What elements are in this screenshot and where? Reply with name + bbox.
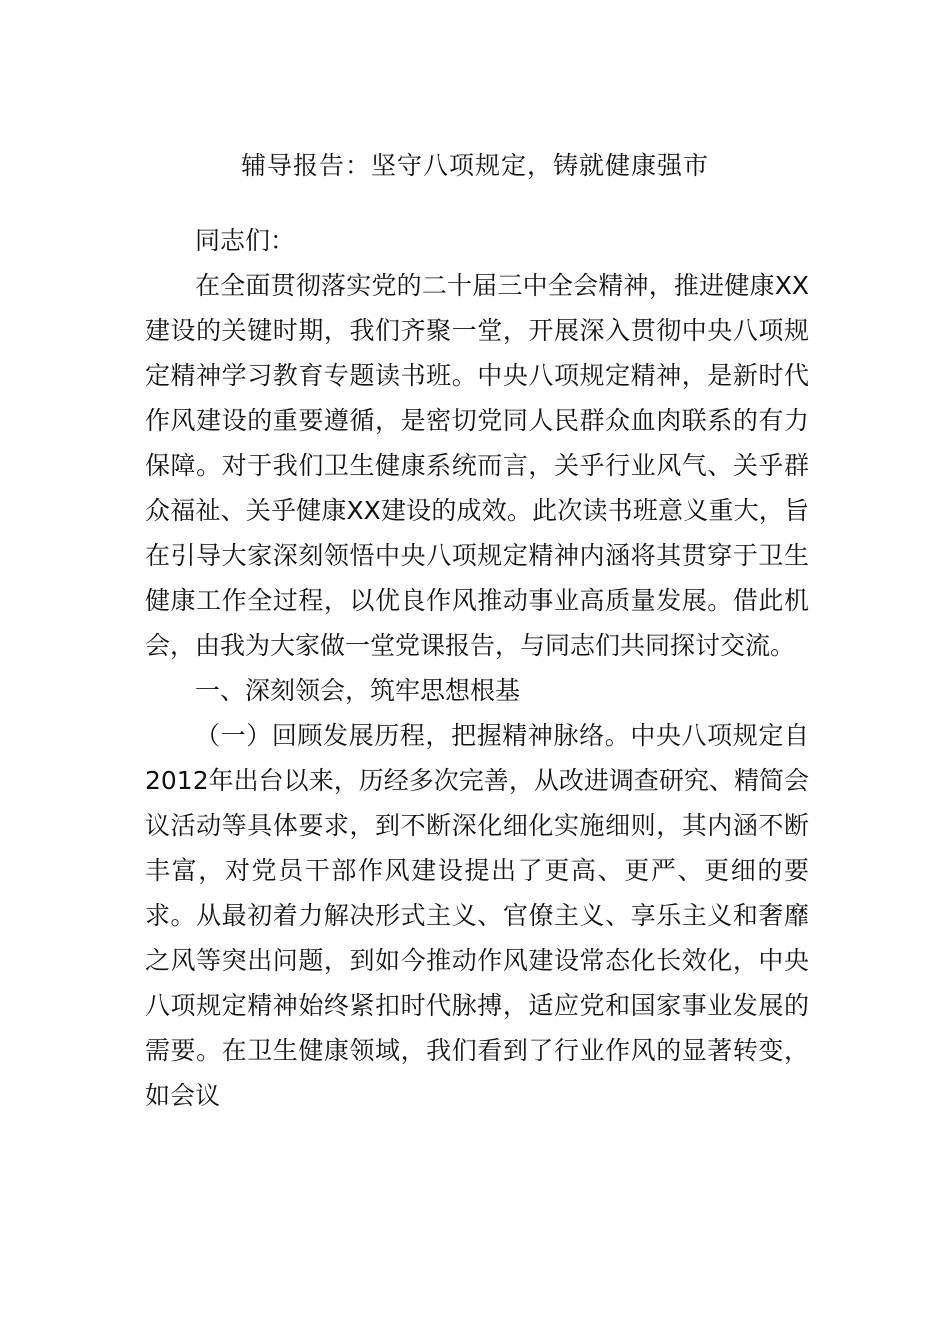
document-title: 辅导报告：坚守八项规定，铸就健康强市 <box>240 151 709 180</box>
salutation-paragraph: 同志们： <box>195 226 296 255</box>
document-body <box>145 218 809 1118</box>
intro-paragraph: 在全面贯彻落实党的二十届三中全会精神，推进健康XX建设的关键时期，我们齐聚一堂，开展深入贯彻中央八项规定精神学习教育专题读书班。中央八项规定精神，是新时代作风建设的重要遵循，是密切党同人民群众血肉联系的有力保障。对于我们卫生健康系统而言，关乎行业风气、关乎群众福祉、关乎健康XX建设的成效。此次读书班意义重大，旨在引导大家深刻领悟中央八项规定精神内涵将其贯穿于卫生健康工作全过程，以优良作风推动事业高质量发展。借此机会，由我为大家做一堂党课报告，与同志们共同探讨交流。 <box>145 271 809 660</box>
subsection-paragraph: （一）回顾发展历程，把握精神脉络。中央八项规定自2012年出台以来，历经多次完善，从改进调查研究、精简会议活动等具体要求，到不断深化细化实施细则，其内涵不断丰富，对党员干部作风建设提出了更高、更严、更细的要求。从最初着力解决形式主义、官僚主义、享乐主义和奢靡之风等突出问题，到如今推动作风建设常态化长效化，中央八项规定精神始终紧扣时代脉搏，适应党和国家事业发展的需要。在卫生健康领域，我们看到了行业作风的显著转变，如会议 <box>145 721 809 1110</box>
section-heading: 一、深刻领会，筑牢思想根基 <box>195 676 521 705</box>
